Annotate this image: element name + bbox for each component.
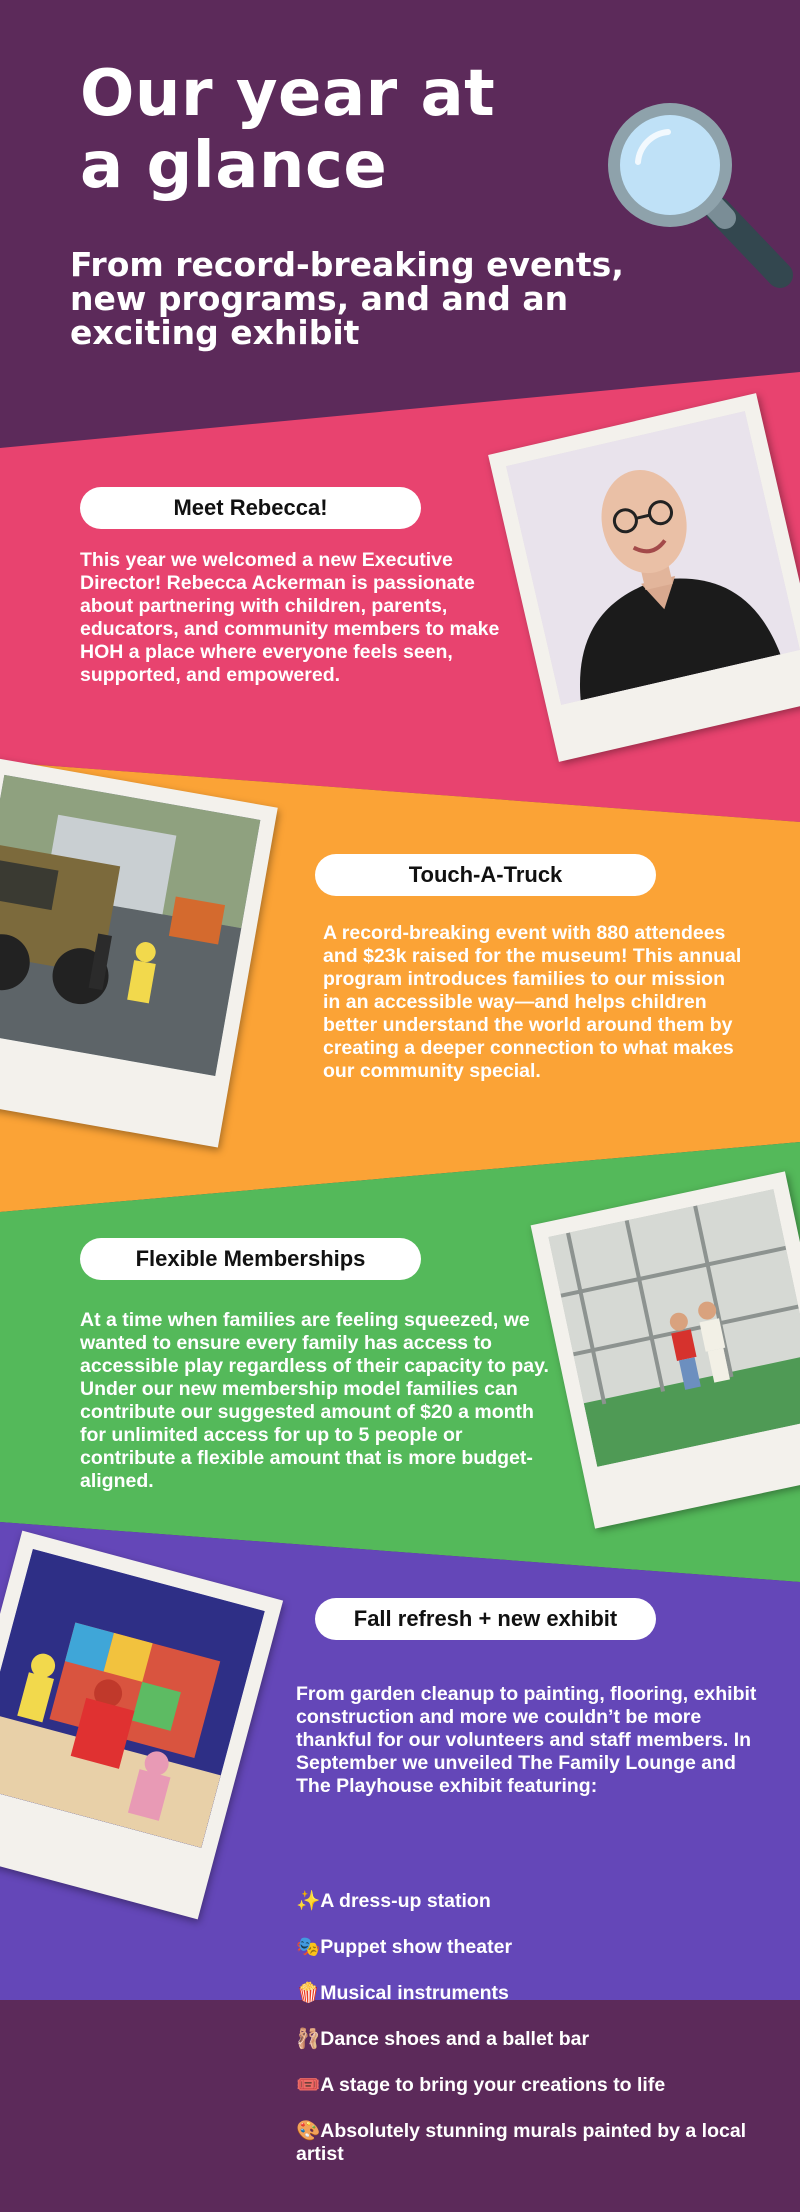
section-text-touch-a-truck: A record-breaking event with 880 attendees and $23k raised for the museum! This annual program introduces families to our mission in an accessible way—and helps children better understand the world around them by creating a deeper connection to what makes our community special.: [323, 922, 742, 1082]
section-text-fall-refresh: [296, 1660, 766, 2212]
title-line-2: a glance: [80, 129, 388, 203]
feature-item: 🎨Absolutely stunning murals painted by a local artist: [296, 2120, 747, 2165]
feature-list: [296, 1867, 766, 2189]
section-heading-memberships: Flexible Memberships: [80, 1238, 421, 1280]
page-title: [80, 58, 495, 202]
section-heading-rebecca: Meet Rebecca!: [80, 487, 421, 529]
fall-refresh-intro: From garden cleanup to painting, flooring, exhibit construction and more we couldn’t be more thankful for our volunteers and staff members. In September we unveiled The Family Lounge and The Playhouse exhibit featuring:: [296, 1683, 757, 1797]
truck-event-image: [0, 775, 260, 1076]
feature-item: 🩰Dance shoes and a ballet bar: [296, 2028, 590, 2050]
rebecca-portrait-image: [506, 411, 800, 705]
feature-item: 🍿Musical instruments: [296, 1982, 509, 2004]
title-line-1: Our year at: [80, 57, 496, 131]
feature-item: 🎭Puppet show theater: [296, 1936, 513, 1958]
playhouse-exhibit-image: [0, 1549, 265, 1848]
section-heading-touch-a-truck: Touch-A-Truck: [315, 854, 656, 896]
page-subtitle: From record-breaking events, new programs, and and an exciting exhibit: [70, 245, 624, 352]
exhibit-children-image: [548, 1189, 800, 1467]
section-text-rebecca: This year we welcomed a new Executive Director! Rebecca Ackerman is passionate about partnering with children, parents, educators, and community members to make HOH a place where everyone feels seen, supported, and empowered.: [80, 549, 500, 686]
magnifying-glass-icon: [600, 100, 800, 300]
section-text-memberships: At a time when families are feeling squeezed, we wanted to ensure every family has access to accessible play regardless of their capacity to pay. Under our new membership model families can contribute our suggested amount of $20 a month for unlimited access for up to 5 people or contribute a flexible amount that is more budget-aligned.: [80, 1309, 549, 1492]
feature-item: ✨A dress-up station: [296, 1890, 491, 1912]
feature-item: 🎟️A stage to bring your creations to life: [296, 2074, 666, 2096]
section-heading-fall-refresh: Fall refresh + new exhibit: [315, 1598, 656, 1640]
